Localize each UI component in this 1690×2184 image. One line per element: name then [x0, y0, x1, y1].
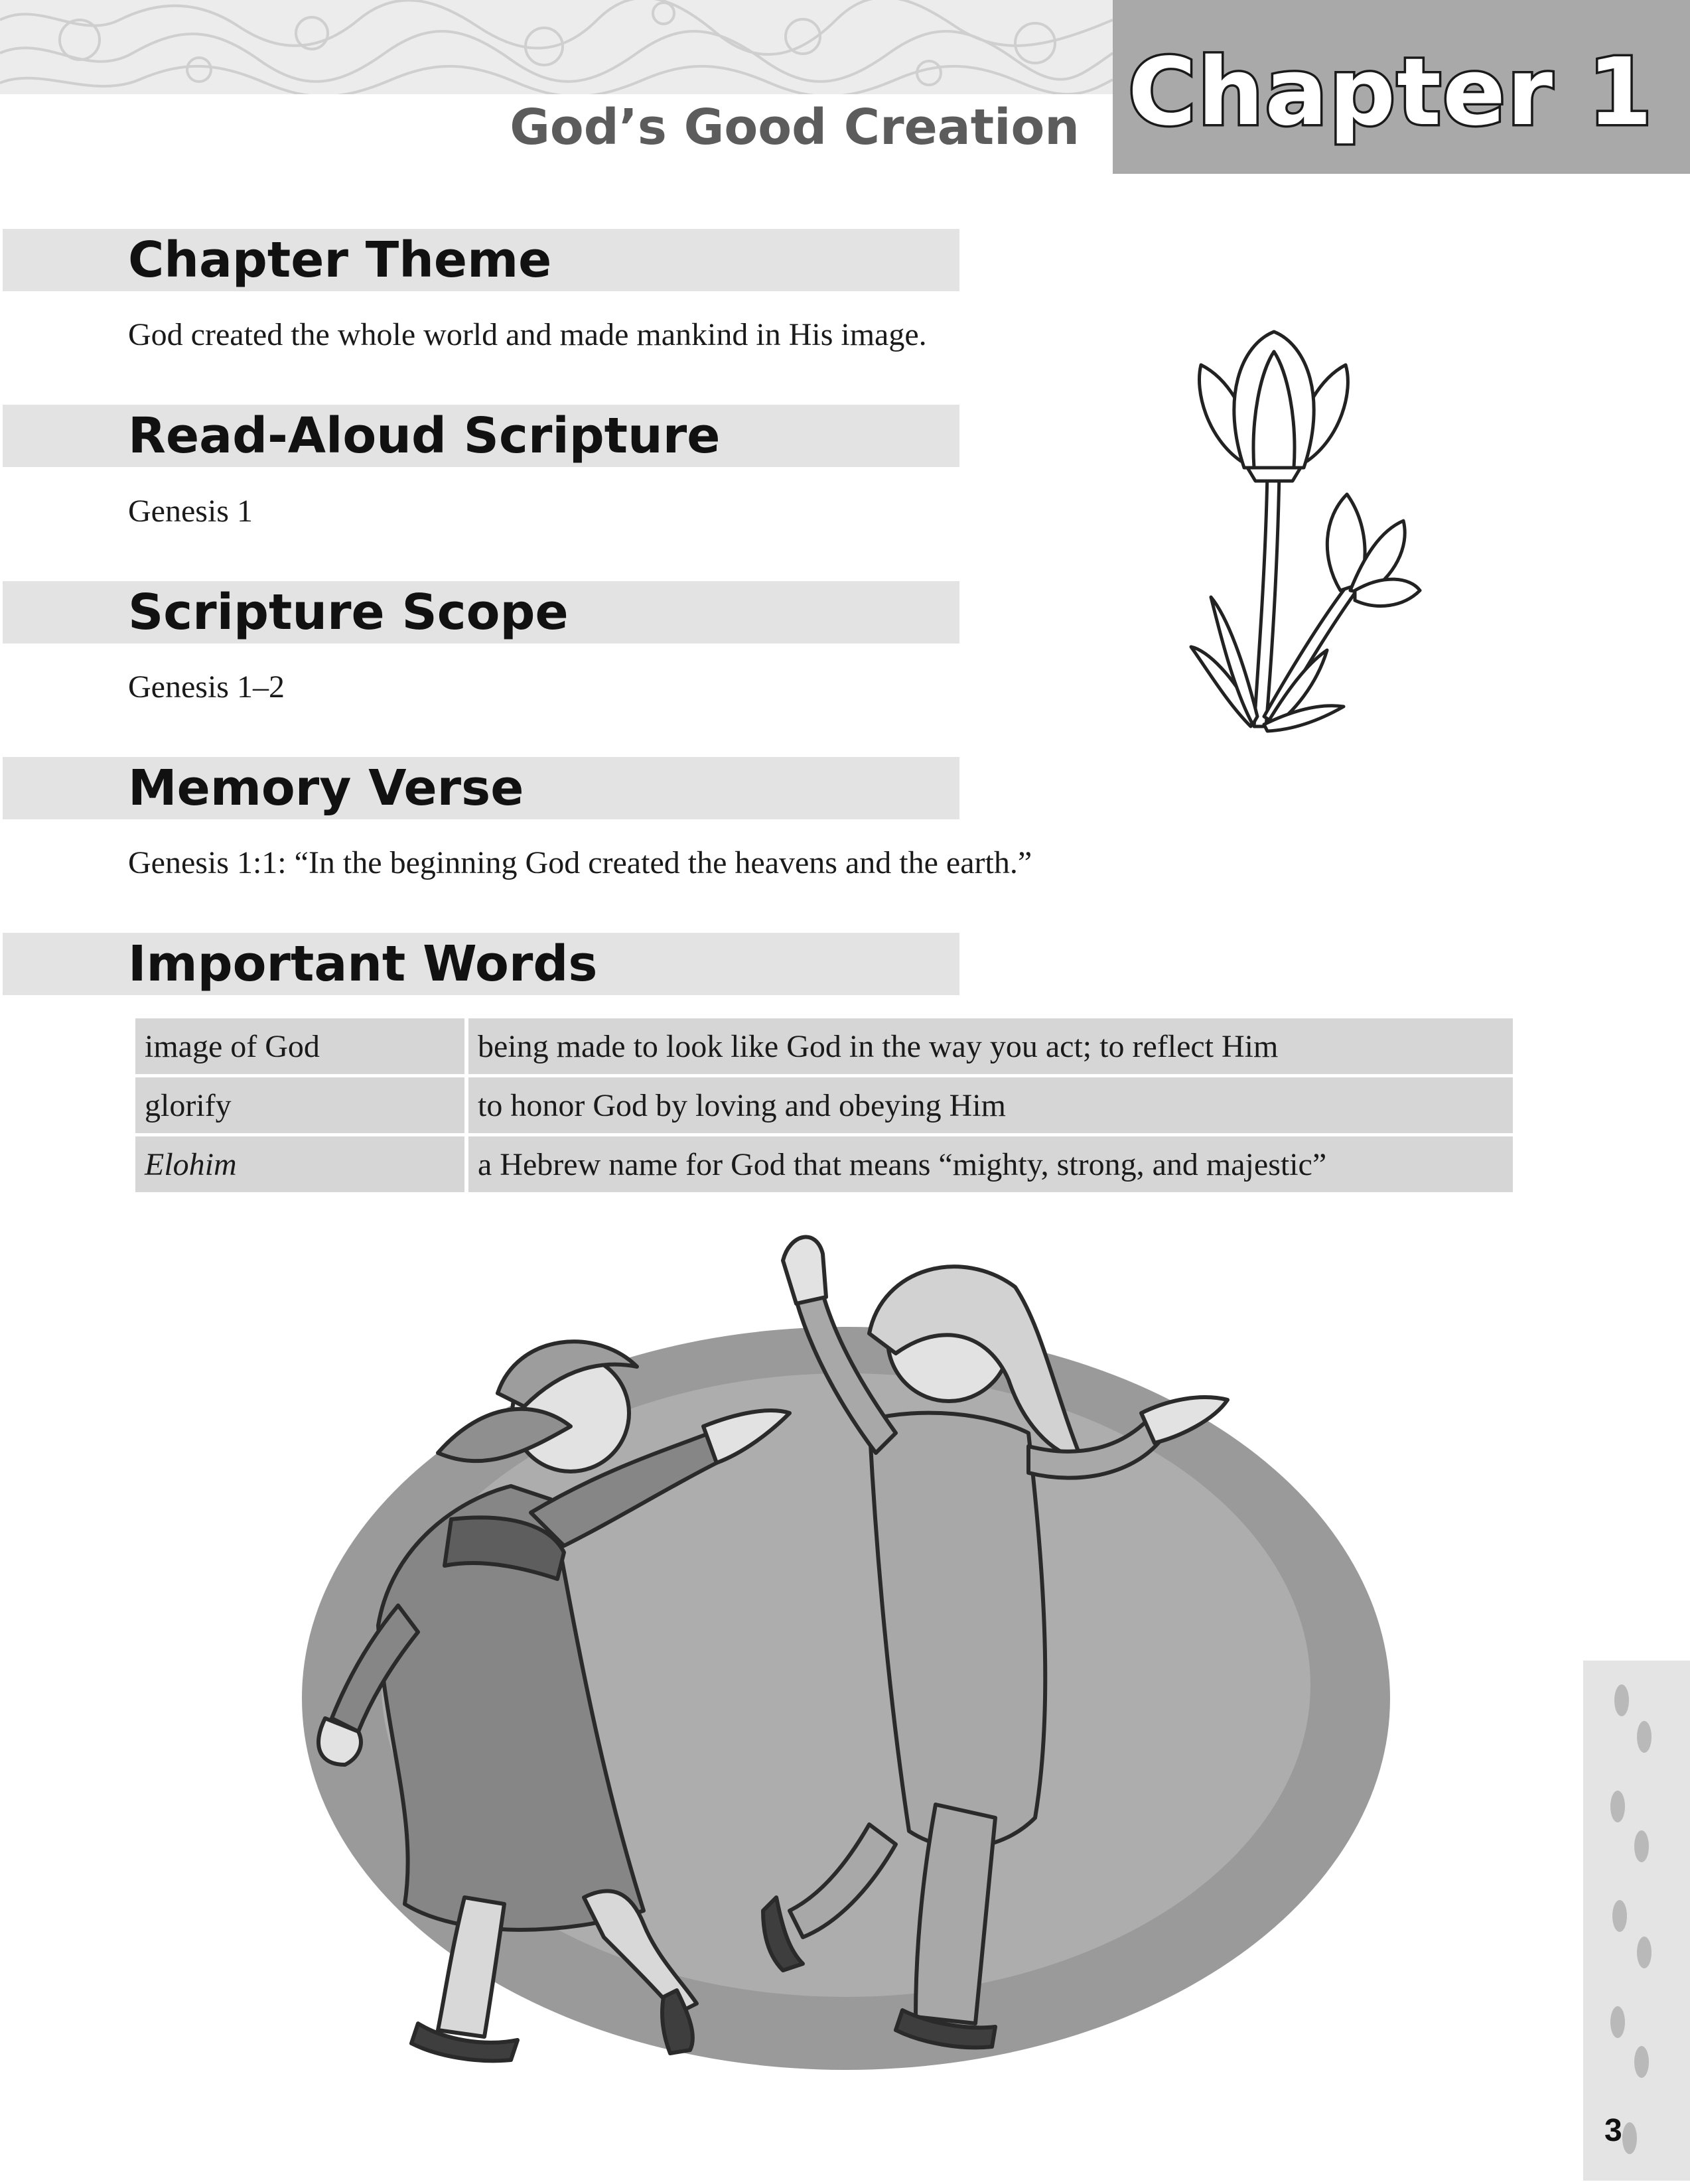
footprints-strip — [1583, 1661, 1690, 2181]
word-definition: being made to look like God in the way you act; to reflect Him — [468, 1018, 1513, 1074]
swirl-pattern-icon — [0, 0, 1113, 94]
section-heading-words: Important Words — [128, 935, 598, 992]
header-decorative-band — [0, 0, 1113, 94]
flower-illustration — [1181, 318, 1427, 743]
table-row — [135, 1077, 1513, 1133]
section-heading-theme: Chapter Theme — [128, 232, 552, 289]
section-body-memory: Genesis 1:1: “In the beginning God created the heavens and the earth.” — [128, 845, 1032, 880]
section-heading-scope: Scripture Scope — [128, 584, 569, 641]
chapter-title: Chapter 1 — [1128, 38, 1654, 147]
footprints-icon — [1583, 1661, 1690, 2181]
section-heading-memory: Memory Verse — [128, 760, 524, 817]
word-definition: a Hebrew name for God that means “mighty, strong, and majestic” — [468, 1136, 1513, 1192]
section-body-theme: God created the whole world and made mankind in His image. — [128, 317, 927, 352]
section-body-read-aloud: Genesis 1 — [128, 494, 253, 529]
table-row — [135, 1136, 1513, 1192]
word-term: Elohim — [135, 1136, 464, 1192]
chapter-subtitle: God’s Good Creation — [510, 99, 1080, 156]
page-number: 3 — [1604, 2113, 1622, 2148]
section-body-scope: Genesis 1–2 — [128, 669, 285, 705]
word-definition: to honor God by loving and obeying Him — [468, 1077, 1513, 1133]
dancing-children-illustration — [285, 1234, 1407, 2103]
section-heading-read-aloud: Read-Aloud Scripture — [128, 407, 721, 464]
word-term: glorify — [135, 1077, 464, 1133]
important-words-table — [131, 1015, 1517, 1195]
table-row — [135, 1018, 1513, 1074]
word-term: image of God — [135, 1018, 464, 1074]
